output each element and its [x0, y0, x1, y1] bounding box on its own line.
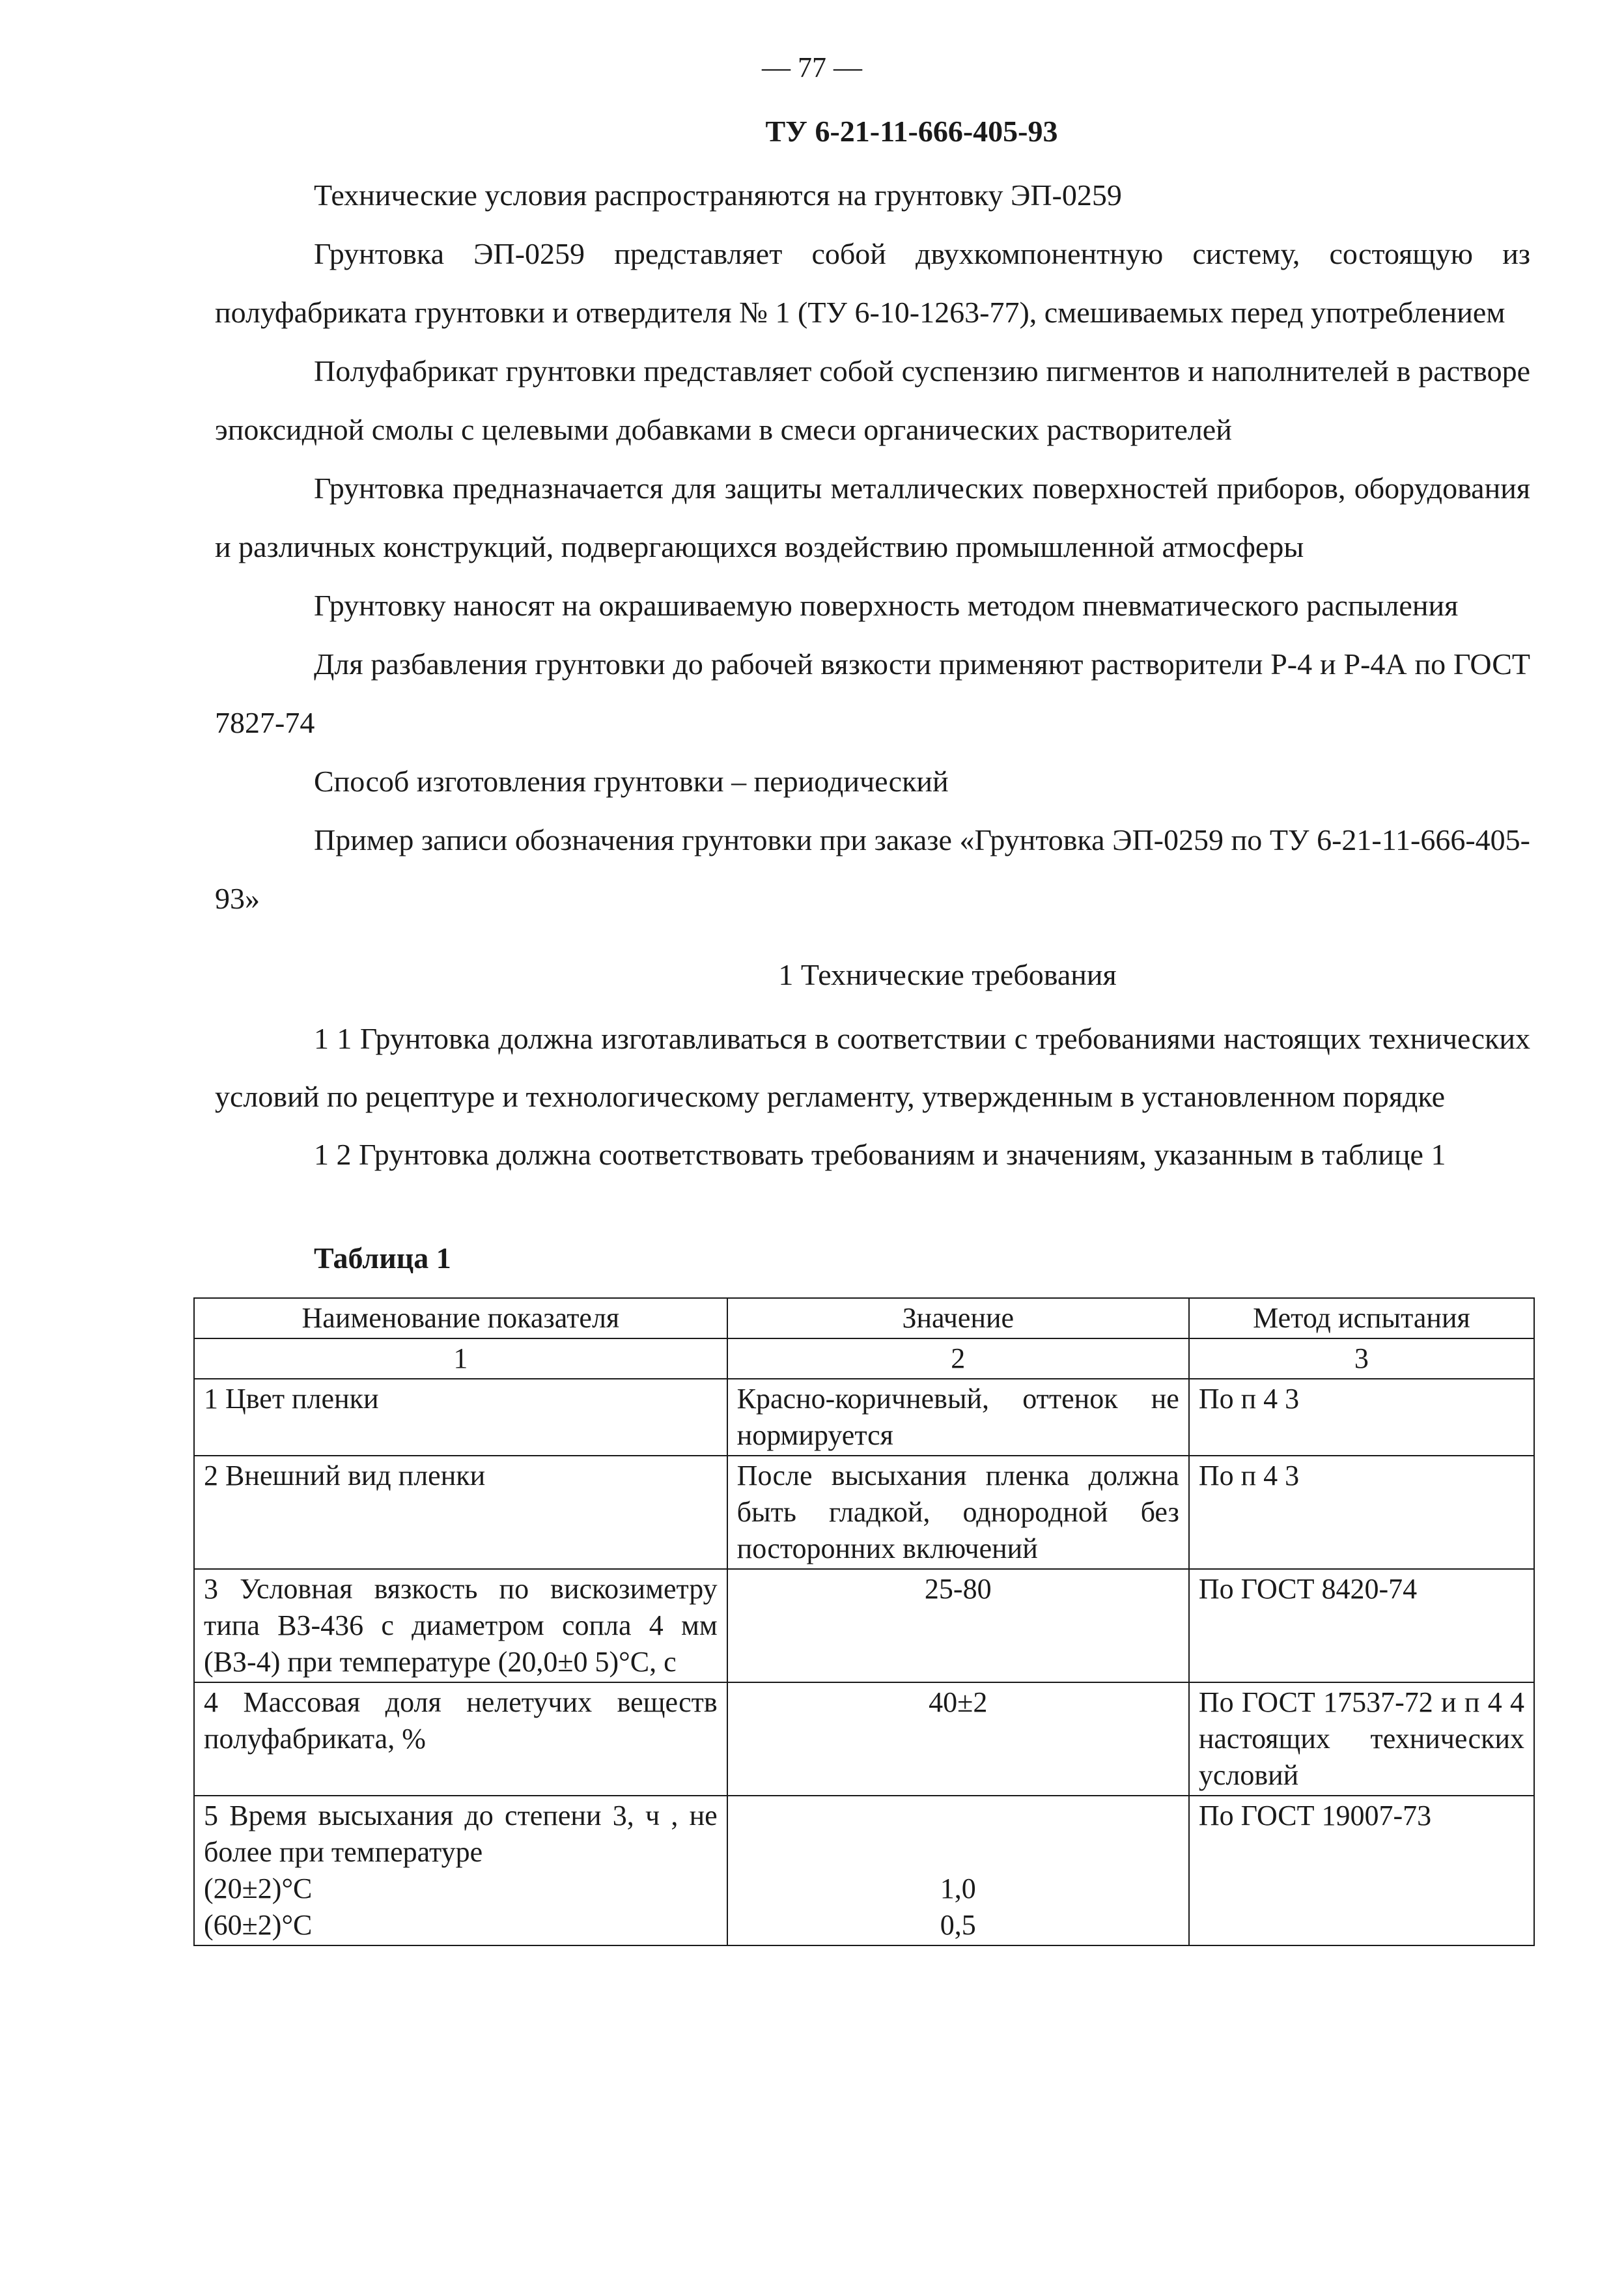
table-row — [194, 1682, 1534, 1796]
indicator-name — [194, 1796, 727, 1945]
sub-value: 0,5 — [940, 1909, 976, 1941]
paragraph: Для разбавления грунтовки до рабочей вязкости применяют растворители Р-4 и Р-4А по ГОСТ 7827-74 — [215, 647, 1530, 739]
column-header: Метод испытания — [1189, 1298, 1534, 1338]
sub-condition: (20±2)°С — [204, 1873, 313, 1904]
indicator-name: 4 Массовая доля нелетучих веществ полуфабриката, % — [194, 1682, 727, 1796]
column-header: Наименование показателя — [194, 1298, 727, 1338]
table-header-row — [194, 1298, 1534, 1338]
table-row — [194, 1569, 1534, 1682]
column-header: Значение — [727, 1298, 1189, 1338]
page-number: — 77 — — [762, 51, 862, 83]
spacer — [737, 1798, 1179, 1871]
paragraph: Грунтовка предназначается для защиты металлических поверхностей приборов, оборудования и различных конструкций, подвергающихся воздействию промышленной атмосферы — [215, 472, 1530, 563]
intro-text — [215, 166, 1530, 928]
test-method: По п 4 3 — [1189, 1379, 1534, 1456]
indicator-name: 1 Цвет пленки — [194, 1379, 727, 1456]
indicator-name: 2 Внешний вид пленки — [194, 1456, 727, 1569]
test-method: По ГОСТ 17537-72 и п 4 4 настоящих технических условий — [1189, 1682, 1534, 1796]
indicator-value: 25-80 — [727, 1569, 1189, 1682]
indicator-value: После высыхания пленка должна быть гладкой, однородной без посторонних включений — [727, 1456, 1189, 1569]
sub-condition: (60±2)°С — [204, 1909, 313, 1941]
test-method: По ГОСТ 19007-73 — [1189, 1796, 1534, 1945]
column-number-row — [194, 1338, 1534, 1379]
test-method: По п 4 3 — [1189, 1456, 1534, 1569]
document-code: ТУ 6-21-11-666-405-93 — [765, 115, 1058, 148]
column-number: 1 — [194, 1338, 727, 1379]
table-row — [194, 1796, 1534, 1945]
requirements-table — [193, 1297, 1535, 1946]
indicator-value: Красно-коричневый, оттенок не нормируется — [727, 1379, 1189, 1456]
section-title: 1 Технические требования — [778, 958, 1117, 991]
indicator-value — [727, 1796, 1189, 1945]
indicator-name-main: 5 Время высыхания до степени 3, ч , не более при температуре — [204, 1800, 718, 1868]
paragraph: Полуфабрикат грунтовки представляет собой суспензию пигментов и наполнителей в растворе эпоксидной смолы с целевыми добавками в смеси органических растворителей — [215, 354, 1530, 446]
paragraph: 1 1 Грунтовка должна изготавливаться в соответствии с требованиями настоящих технических условий по рецептуре и технологическому регламенту, утвержденным в установленном порядке — [215, 1022, 1530, 1113]
table-caption: Таблица 1 — [314, 1241, 451, 1275]
column-number: 2 — [727, 1338, 1189, 1379]
paragraph: Грунтовку наносят на окрашиваемую поверхность методом пневматического распыления — [314, 589, 1459, 622]
paragraph: Грунтовка ЭП-0259 представляет собой двухкомпонентную систему, состоящую из полуфабриката грунтовки и отвердителя № 1 (ТУ 6-10-1263-77), смешиваемых перед употреблением — [215, 237, 1530, 329]
paragraph: 1 2 Грунтовка должна соответствовать требованиям и значениям, указанным в таблице 1 — [314, 1138, 1446, 1171]
indicator-value: 40±2 — [727, 1682, 1189, 1796]
column-number: 3 — [1189, 1338, 1534, 1379]
section-text — [215, 1010, 1530, 1183]
paragraph: Пример записи обозначения грунтовки при заказе «Грунтовка ЭП-0259 по ТУ 6-21-11-666-405-93» — [215, 823, 1530, 915]
test-method: По ГОСТ 8420-74 — [1189, 1569, 1534, 1682]
paragraph: Технические условия распространяются на грунтовку ЭП-0259 — [314, 178, 1122, 212]
paragraph: Способ изготовления грунтовки – периодический — [314, 765, 949, 798]
table-row — [194, 1456, 1534, 1569]
sub-value: 1,0 — [940, 1873, 976, 1904]
indicator-name: 3 Условная вязкость по вискозиметру типа ВЗ-436 с диаметром сопла 4 мм (ВЗ-4) при температуре (20,0±0 5)°С, с — [194, 1569, 727, 1682]
table-row — [194, 1379, 1534, 1456]
